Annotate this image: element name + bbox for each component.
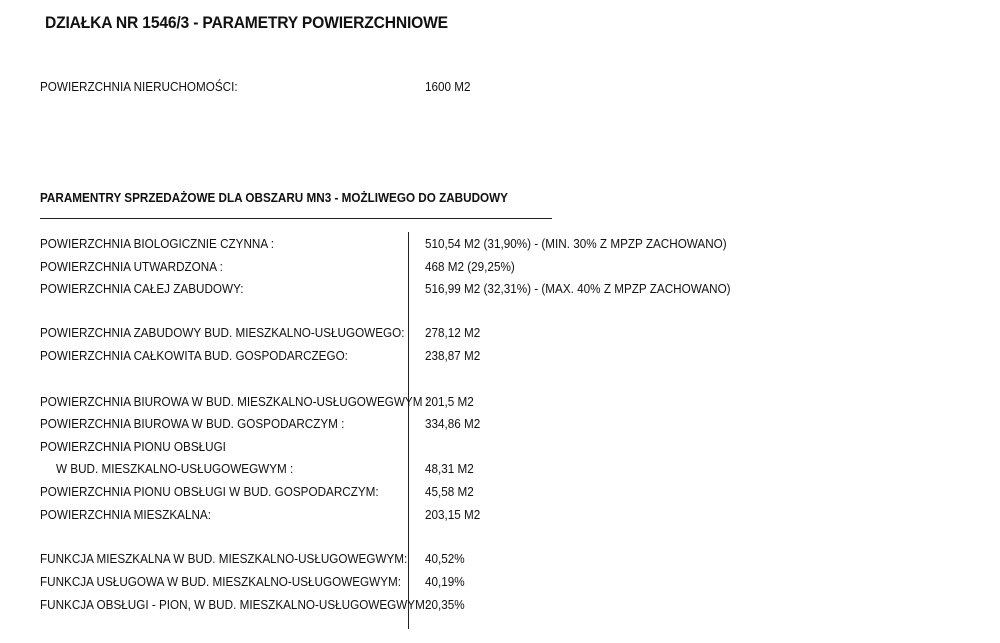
section-divider	[40, 218, 552, 219]
table-row	[0, 234, 1000, 254]
row-label: POWIERZCHNIA CAŁKOWITA BUD. GOSPODARCZEGO:	[40, 348, 348, 363]
row-value: 278,12 M2	[425, 325, 481, 340]
row-label: W BUD. MIESZKALNO-USŁUGOWEGWYM :	[56, 461, 294, 476]
row-value: 20,35%	[425, 597, 465, 612]
table-row	[0, 505, 1000, 525]
row-label: POWIERZCHNIA BIUROWA W BUD. GOSPODARCZYM :	[40, 416, 345, 431]
row-label: FUNKCJA USŁUGOWA W BUD. MIESZKALNO-USŁUGOWEGWYM:	[40, 574, 401, 589]
row-value: 238,87 M2	[425, 348, 481, 363]
row-label: POWIERZCHNIA MIESZKALNA:	[40, 507, 211, 522]
table-row	[0, 414, 1000, 434]
table-row	[0, 392, 1000, 412]
row-value: 40,19%	[425, 574, 465, 589]
property-area-value: 1600 M2	[425, 79, 471, 94]
row-value: 201,5 M2	[425, 394, 474, 409]
row-value: 48,31 M2	[425, 461, 474, 476]
table-row	[0, 437, 1000, 457]
property-area-label: POWIERZCHNIA NIERUCHOMOŚCI:	[40, 79, 238, 94]
row-value: 40,52%	[425, 551, 465, 566]
row-value: 510,54 M2 (31,90%) - (MIN. 30% Z MPZP ZACHOWANO)	[425, 236, 727, 251]
table-row	[0, 595, 1000, 615]
row-label: POWIERZCHNIA ZABUDOWY BUD. MIESZKALNO-USŁUGOWEGO:	[40, 325, 405, 340]
row-label: POWIERZCHNIA BIUROWA W BUD. MIESZKALNO-USŁUGOWEGWYM :	[40, 394, 429, 409]
table-row	[0, 482, 1000, 502]
table-row	[0, 346, 1000, 366]
row-label: POWIERZCHNIA BIOLOGICZNIE CZYNNA :	[40, 236, 275, 251]
page-title: DZIAŁKA NR 1546/3 - PARAMETRY POWIERZCHNIOWE	[45, 13, 448, 32]
table-row	[0, 459, 1000, 479]
table-row	[0, 257, 1000, 277]
row-value: 334,86 M2	[425, 416, 481, 431]
row-label: POWIERZCHNIA PIONU OBSŁUGI W BUD. GOSPODARCZYM:	[40, 484, 379, 499]
row-label: FUNKCJA OBSŁUGI - PION, W BUD. MIESZKALNO-USŁUGOWEGWYM:	[40, 597, 429, 612]
row-label: POWIERZCHNIA CAŁEJ ZABUDOWY:	[40, 281, 244, 296]
table-row	[0, 323, 1000, 343]
row-value: 516,99 M2 (32,31%) - (MAX. 40% Z MPZP ZACHOWANO)	[425, 281, 731, 296]
table-row	[0, 279, 1000, 299]
row-value: 203,15 M2	[425, 507, 481, 522]
row-value: 45,58 M2	[425, 484, 474, 499]
row-label: POWIERZCHNIA PIONU OBSŁUGI	[40, 439, 226, 454]
property-area-row	[0, 77, 1000, 97]
section-heading: PARAMENTRY SPRZEDAŻOWE DLA OBSZARU MN3 - MOŻLIWEGO DO ZABUDOWY	[40, 190, 508, 205]
row-label: POWIERZCHNIA UTWARDZONA :	[40, 259, 223, 274]
table-row	[0, 572, 1000, 592]
table-row	[0, 549, 1000, 569]
row-value: 468 M2 (29,25%)	[425, 259, 515, 274]
row-label: FUNKCJA MIESZKALNA W BUD. MIESZKALNO-USŁUGOWEGWYM:	[40, 551, 408, 566]
